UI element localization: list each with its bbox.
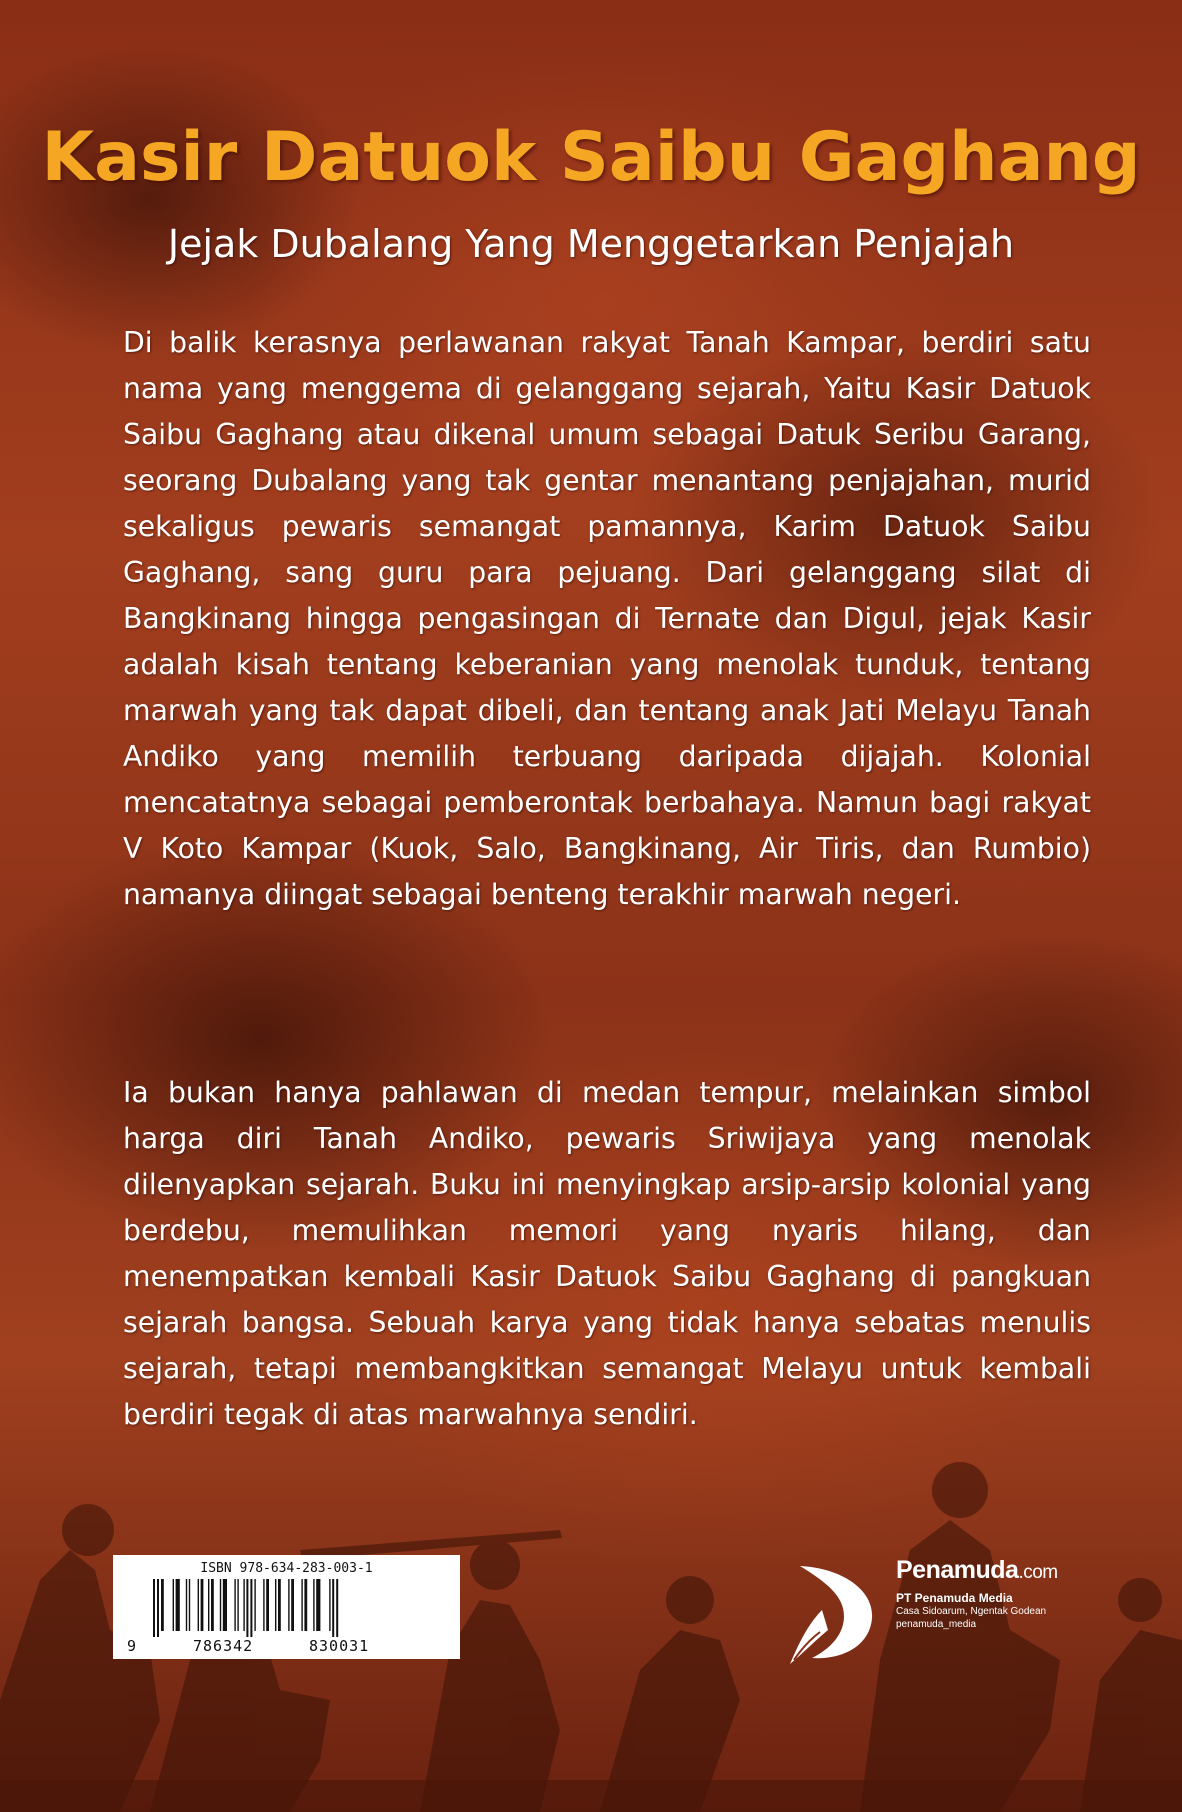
barcode-bar <box>288 1579 289 1631</box>
barcode-graphic <box>153 1579 428 1637</box>
barcode-bar <box>278 1579 281 1631</box>
barcode-bar <box>254 1579 255 1631</box>
publisher-social: penamuda_media <box>896 1619 977 1630</box>
barcode-bar <box>275 1579 276 1631</box>
barcode-digits-left: 786342 <box>193 1637 254 1655</box>
barcode-bar <box>243 1579 244 1631</box>
synopsis-paragraph: Ia bukan hanya pahlawan di medan tempur, melainkan simbol harga diri Tanah Andiko, pewaris Sriwijaya yang menolak dilenyapkan sejarah. Buku ini menyingkap arsip-arsip kolonial yang berdebu, memulihkan memori yang nyaris hilang, dan menempatkan kembali Kasir Datuok Saibu Gaghang di pangkuan sejarah bangsa. Sebuah karya yang tidak hanya sebatas menulis sejarah, tetapi membangkitkan semangat Melayu untuk kembali berdiri tegak di atas marwahnya sendiri. <box>123 1076 1091 1431</box>
barcode-bar <box>336 1579 338 1637</box>
publisher-info <box>896 1592 1046 1631</box>
barcode-bar <box>173 1579 174 1631</box>
penamuda-logo-icon <box>782 1560 882 1670</box>
barcode-bar <box>266 1579 269 1631</box>
barcode-bar <box>304 1579 307 1631</box>
barcode-bar <box>223 1579 227 1631</box>
barcode-bar <box>189 1579 190 1631</box>
isbn-label: ISBN 978-634-283-003-1 <box>200 1561 373 1576</box>
publisher-brand <box>896 1556 1058 1585</box>
barcode-bar <box>198 1579 199 1631</box>
barcode-bar <box>316 1579 320 1631</box>
isbn-barcode <box>113 1555 460 1659</box>
barcode-bar <box>176 1579 180 1631</box>
barcode-bar <box>237 1579 238 1631</box>
barcode-bar <box>332 1579 334 1637</box>
barcode-bar <box>153 1579 155 1637</box>
publisher-brand-name: Penamuda <box>896 1556 1019 1584</box>
synopsis-paragraph: Di balik kerasnya perlawanan rakyat Tanah Kampar, berdiri satu nama yang menggema di gelanggang sejarah, Yaitu Kasir Datuok Saibu Gaghang atau dikenal umum sebagai Datuk Seribu Garang, seorang Dubalang yang tak gentar menantang penjajahan, murid sekaligus pewaris semangat pamannya, Karim Datuok Saibu Gaghang, sang guru para pejuang. Dari gelanggang silat di Bangkinang hingga pengasingan di Ternate dan Digul, jejak Kasir adalah kisah tentang keberanian yang menolak tunduk, tentang marwah yang tak dapat dibeli, dan tentang anak Jati Melayu Tanah Andiko yang memilih terbuang daripada dijajah. Kolonial mencatatnya sebagai pemberontak berbahaya. Namun bagi rakyat V Koto Kampar (Kuok, Salo, Bangkinang, Air Tiris, dan Rumbio) namanya diingat sebagai benteng terakhir marwah negeri. <box>123 326 1091 911</box>
barcode-bar <box>329 1579 330 1631</box>
barcode-bar <box>211 1579 214 1631</box>
publisher-brand-suffix: .com <box>1018 1562 1058 1583</box>
barcode-bar <box>246 1579 248 1637</box>
publisher-address: Casa Sidoarum, Ngentak Godean <box>896 1606 1047 1617</box>
barcode-digits-right: 830031 <box>309 1637 370 1655</box>
barcode-bar <box>186 1579 187 1631</box>
barcode-bar <box>313 1579 314 1631</box>
barcode-bar <box>201 1579 204 1631</box>
barcode-digit-first: 9 <box>127 1637 137 1655</box>
book-subtitle: Jejak Dubalang Yang Menggetarkan Penjajah <box>167 222 1015 266</box>
barcode-bar <box>291 1579 294 1631</box>
barcode-bar <box>220 1579 221 1631</box>
barcode-bar <box>157 1579 159 1637</box>
barcode-bar <box>250 1579 252 1637</box>
barcode-bar <box>234 1579 235 1631</box>
publisher-company: PT Penamuda Media <box>896 1591 1013 1605</box>
barcode-bar <box>161 1579 164 1631</box>
barcode-bar <box>263 1579 264 1631</box>
book-title: Kasir Datuok Saibu Gaghang <box>41 118 1141 197</box>
barcode-bar <box>301 1579 302 1631</box>
barcode-bar <box>208 1579 209 1631</box>
